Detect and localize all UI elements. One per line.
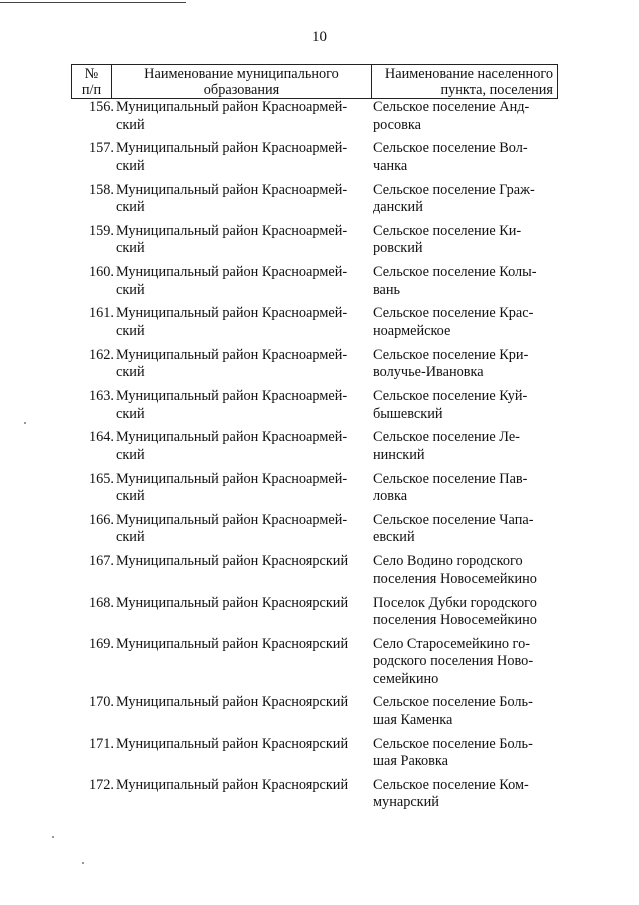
row-municipality: Муниципальный район Красноярский [116, 694, 349, 711]
row-settlement: Село Старосемейкино го- родского поселения Ново- семейкино [373, 635, 534, 687]
row-settlement: Село Водино городского поселения Новосемейкино [373, 553, 537, 587]
row-number: 171. [88, 735, 114, 752]
top-left-rule [0, 2, 186, 3]
table-row [71, 512, 558, 553]
row-municipality: Муниципальный район Красноармей- ский [116, 181, 348, 216]
row-municipality: Муниципальный район Красноярский [116, 635, 349, 652]
table-row [71, 99, 558, 140]
row-settlement: Сельское поселение Пав- ловка [373, 470, 528, 505]
table-row [71, 429, 558, 470]
table-row [71, 471, 558, 512]
table-row [71, 777, 558, 818]
table-row [71, 636, 558, 695]
table-header [71, 64, 558, 99]
row-number: 158. [88, 181, 114, 198]
row-settlement: Сельское поселение Вол- чанка [373, 140, 528, 174]
row-number: 166. [88, 511, 114, 528]
scan-speck [24, 422, 26, 424]
row-number: 164. [88, 429, 114, 446]
table-row [71, 553, 558, 594]
row-settlement: Сельское поселение Ки- ровский [373, 222, 522, 257]
table-row [71, 140, 558, 181]
row-number: 157. [88, 140, 114, 157]
row-settlement: Поселок Дубки городского поселения Новосемейкино [373, 594, 537, 629]
row-settlement: Сельское поселение Анд- росовка [373, 99, 530, 133]
row-number: 167. [88, 553, 114, 570]
table-row [71, 182, 558, 223]
table-row [71, 223, 558, 264]
table-row [71, 694, 558, 735]
row-number: 165. [88, 470, 114, 487]
row-municipality: Муниципальный район Красноармей- ский [116, 346, 348, 381]
row-settlement: Сельское поселение Боль- шая Каменка [373, 694, 533, 728]
row-settlement: Сельское поселение Кри- волучье-Ивановка [373, 346, 529, 381]
row-settlement: Сельское поселение Ком- мунарский [373, 776, 529, 811]
row-number: 160. [88, 264, 114, 281]
settlements-table [71, 64, 558, 818]
row-number: 172. [88, 776, 114, 793]
row-number: 159. [88, 222, 114, 239]
row-municipality: Муниципальный район Красноармей- ский [116, 99, 348, 133]
header-settlement: Наименование населенного пункта, поселения [384, 66, 553, 98]
row-municipality: Муниципальный район Красноярский [116, 594, 349, 611]
header-municipality: Наименование муниципального образования [112, 65, 372, 98]
row-municipality: Муниципальный район Красноармей- ский [116, 388, 348, 422]
row-municipality: Муниципальный район Красноармей- ский [116, 470, 348, 505]
scan-speck [82, 862, 84, 864]
row-settlement: Сельское поселение Куй- бышевский [373, 388, 528, 422]
row-municipality: Муниципальный район Красноармей- ский [116, 264, 348, 298]
row-settlement: Сельское поселение Граж- данский [373, 181, 535, 216]
row-number: 156. [88, 99, 114, 115]
row-number: 168. [88, 594, 114, 611]
row-settlement: Сельское поселение Чапа- евский [373, 511, 534, 546]
scan-speck [52, 836, 54, 838]
row-settlement: Сельское поселение Колы- вань [373, 264, 537, 298]
row-municipality: Муниципальный район Красноармей- ский [116, 222, 348, 257]
table-row [71, 388, 558, 429]
table-row [71, 595, 558, 636]
row-municipality: Муниципальный район Красноармей- ский [116, 429, 348, 463]
row-number: 162. [88, 346, 114, 363]
row-number: 169. [88, 635, 114, 652]
row-municipality: Муниципальный район Красноармей- ский [116, 140, 348, 174]
table-row [71, 264, 558, 305]
row-municipality: Муниципальный район Красноармей- ский [116, 305, 348, 339]
row-settlement: Сельское поселение Боль- шая Раковка [373, 735, 533, 770]
row-settlement: Сельское поселение Ле- нинский [373, 429, 520, 463]
table-row [71, 736, 558, 777]
row-municipality: Муниципальный район Красноармей- ский [116, 511, 348, 546]
table-row [71, 305, 558, 346]
row-settlement: Сельское поселение Крас- ноармейское [373, 305, 534, 339]
table-body [71, 99, 558, 818]
table-row [71, 347, 558, 388]
row-municipality: Муниципальный район Красноярский [116, 735, 349, 752]
header-number: № п/п [72, 65, 112, 98]
row-number: 161. [88, 305, 114, 322]
row-number: 163. [88, 388, 114, 405]
row-number: 170. [88, 694, 114, 711]
row-municipality: Муниципальный район Красноярский [116, 776, 349, 793]
row-municipality: Муниципальный район Красноярский [116, 553, 349, 570]
page-number: 10 [312, 29, 327, 45]
